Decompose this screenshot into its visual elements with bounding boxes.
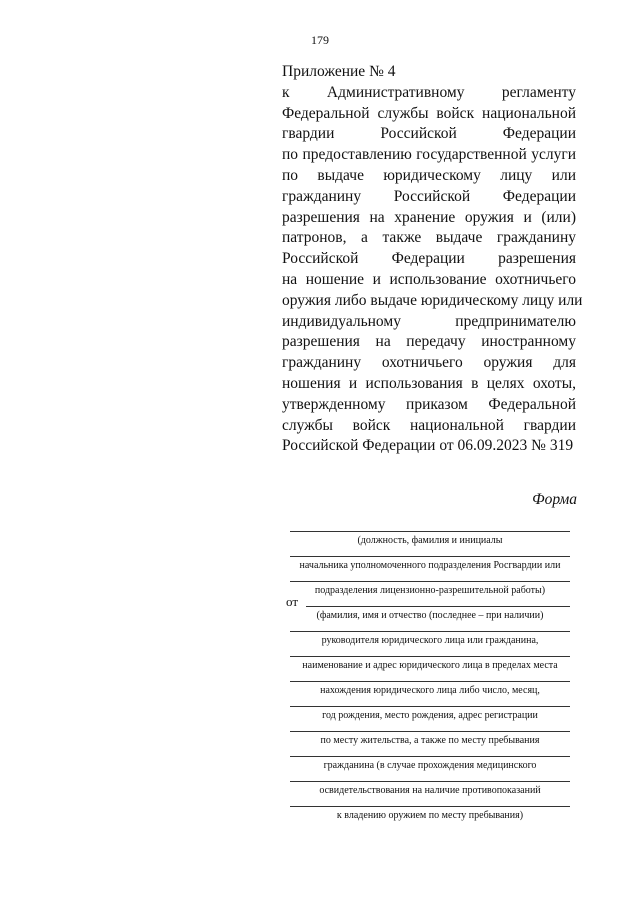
field-caption: год рождения, место рождения, адрес регистрации <box>322 710 538 721</box>
appendix-line: индивидуальному предпринимателю <box>282 312 576 330</box>
field-caption: наименование и адрес юридического лица в пределах места <box>302 660 558 671</box>
appendix-line: на ношение и использование охотничьего <box>282 270 576 288</box>
appendix-line: к Административному регламенту <box>282 83 576 101</box>
form-field <box>284 806 576 831</box>
addressee-form <box>284 531 576 831</box>
blank-line <box>290 581 570 582</box>
appendix-line: гражданину охотничьего оружия для <box>282 354 576 372</box>
blank-line <box>290 556 570 557</box>
field-caption: (должность, фамилия и инициалы <box>357 535 503 546</box>
appendix-line: Российской Федерации от 06.09.2023 № 319 <box>282 437 574 455</box>
appendix-line: утвержденному приказом Федеральной <box>282 395 576 413</box>
blank-line <box>290 806 570 807</box>
appendix-title: Приложение № 4 <box>282 63 396 80</box>
form-label: Форма <box>532 491 577 508</box>
field-caption: освидетельствования на наличие противопоказаний <box>319 785 541 796</box>
field-caption: по месту жительства, а также по месту пребывания <box>320 735 540 746</box>
appendix-line: Федеральной службы войск национальной <box>282 104 576 122</box>
appendix-line: ношения и использования в целях охоты, <box>282 374 576 392</box>
blank-line <box>290 781 570 782</box>
appendix-line: службы войск национальной гвардии <box>282 416 576 434</box>
appendix-line: по выдаче юридическому лицу или <box>282 166 576 184</box>
form-field <box>284 781 576 806</box>
form-field <box>284 681 576 706</box>
field-caption: подразделения лицензионно-разрешительной работы) <box>314 585 546 596</box>
blank-line <box>290 631 570 632</box>
blank-line <box>290 731 570 732</box>
appendix-line: по предоставлению государственной услуги <box>282 146 576 164</box>
field-caption: начальника уполномоченного подразделения Росгвардии или <box>299 560 561 571</box>
from-label: от <box>286 594 299 609</box>
form-field <box>284 581 576 606</box>
form-field <box>284 706 576 731</box>
form-field <box>284 631 576 656</box>
blank-line <box>290 681 570 682</box>
field-caption: (фамилия, имя и отчество (последнее – при наличии) <box>316 610 544 621</box>
from-field <box>284 594 576 631</box>
appendix-header <box>282 62 583 457</box>
appendix-line: гражданину Российской Федерации <box>282 187 576 205</box>
field-caption: руководителя юридического лица или гражданина, <box>321 635 539 646</box>
field-caption: нахождения юридического лица либо число, месяц, <box>320 685 540 696</box>
form-field <box>284 756 576 781</box>
blank-line <box>290 706 570 707</box>
blank-line <box>306 606 570 607</box>
blank-line <box>290 531 570 532</box>
page-number: 179 <box>311 33 329 47</box>
appendix-line: патронов, а также выдаче гражданину <box>282 229 576 247</box>
form-field <box>284 731 576 756</box>
appendix-line: гвардии Российской Федерации <box>282 125 576 143</box>
form-field <box>284 556 576 581</box>
blank-line <box>290 656 570 657</box>
appendix-line: Российской Федерации разрешения <box>282 250 576 268</box>
blank-line <box>290 756 570 757</box>
form-field <box>284 531 576 556</box>
appendix-line: разрешения на хранение оружия и (или) <box>282 208 576 226</box>
form-field <box>284 656 576 681</box>
field-caption: к владению оружием по месту пребывания) <box>336 810 524 821</box>
appendix-line: разрешения на передачу иностранному <box>282 333 576 351</box>
appendix-line: оружия либо выдаче юридическому лицу или <box>282 291 583 309</box>
field-caption: гражданина (в случае прохождения медицинского <box>323 760 537 771</box>
